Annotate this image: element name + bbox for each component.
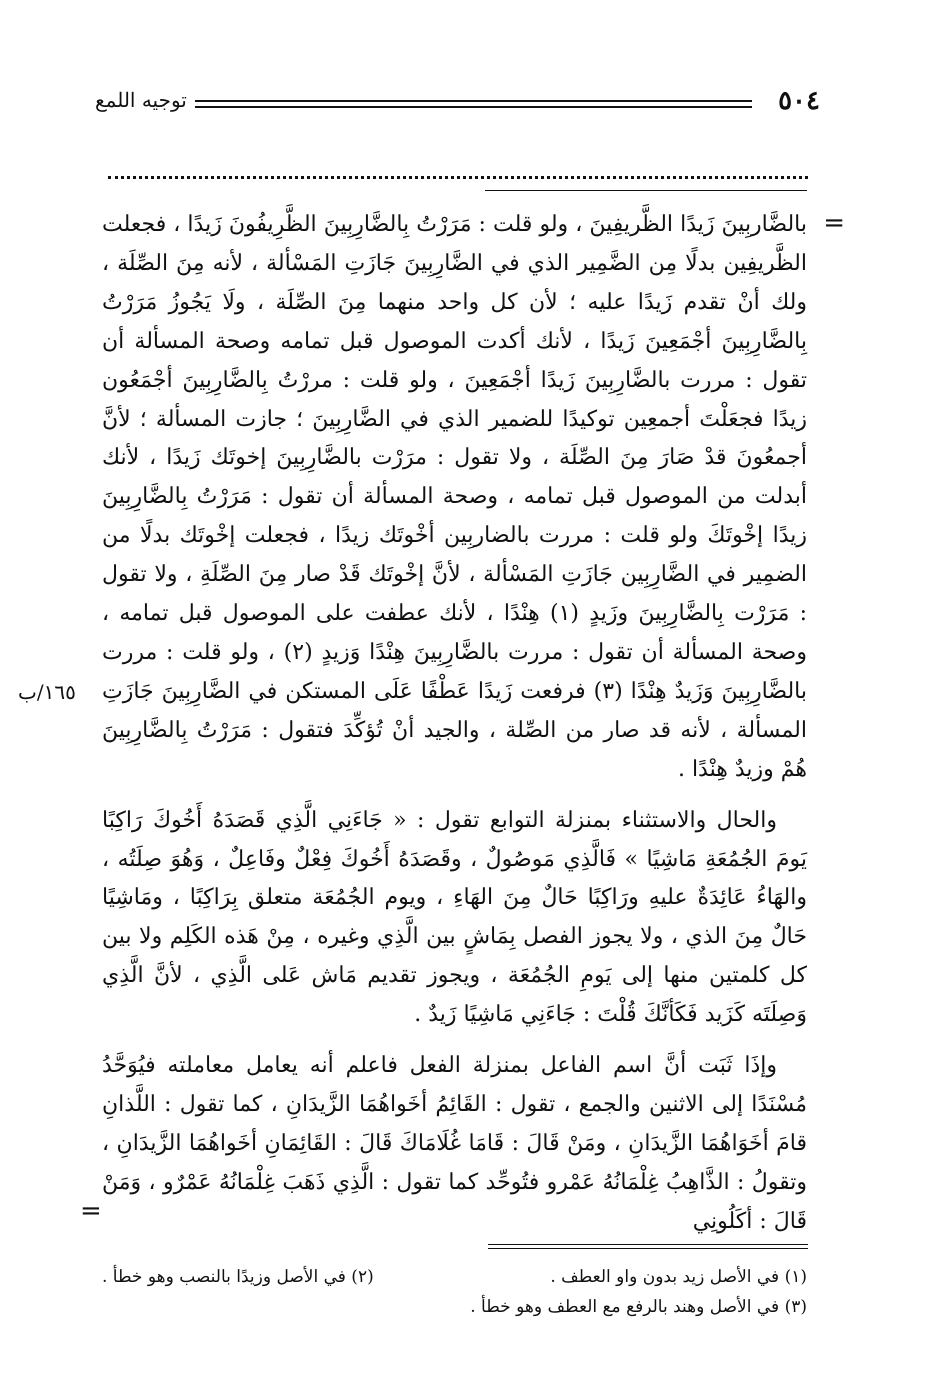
- page-number: ٥٠٤: [778, 86, 820, 116]
- margin-folio-note: ١٦٥/ب: [18, 680, 76, 704]
- book-title: توجيه اللمع: [95, 88, 187, 112]
- paragraph-1: بالضَّاربِينَ زَيدًا الظَّريفِينَ ، ولو قلت : مَرَرْتُ بِالضَّارِبِينَ الظَّرِيفُونَ زَيدًا ، فجعلت الظَّريفِين بدلًا مِن الضَّمِير الذي في الضَّارِبِينَ جَازَتِ المَسْألة ، لأنه مِنَ الصِّلَة ، ولك أنْ تقدم زَيدًا عليه ؛ لأن كل واحد منهما مِنَ الصِّلَة ، ولَا يَجُوزُ مَرَرْتُ بِالضَّارِبِينَ أجْمَعِينَ زَيدًا ، لأنك أكدت الموصول قبل تمامه وصحة المسألة أن تقول : مررت بالضَّارِبِينَ زَيدًا أجْمَعِينَ ، ولو قلت : مررْتُ بِالضَّارِبِينَ أجْمَعُون زيدًا فجعَلْتَ أجمعِين توكيدًا للضمير الذي في الضَّارِبِينَ ؛ جازت المسألة ؛ لأنَّ أجمعُونَ قدْ صَارَ مِنَ الصِّلَة ، ولا تقول : مرَرْت بالضَّارِبِينَ إخوتَك زَيدًا ، لأنك أبدلت من الموصول قبل تمامه ، وصحة المسألة أن تقول : مَرَرْتُ بِالضَّارِبِينَ زيدًا إخْوتَكَ ولو قلت : مررت بالضاربِين أخْوتَك زيدًا ، فجعلت إخْوتَك بدلًا من الضمِير في الضَّارِبِين جَازَتِ المَسْألة ، لأنَّ إخْوتَك قَدْ صار مِنَ الصِّلَةِ ، ولا تقول : مَرَرْت بِالضَّارِبِينَ وزَيدٍ (١) هِنْدًا ، لأنك عطفت على الموصول قبل تمامه ، وصحة المسألة أن تقول : مررت بالضَّارِبِينَ هِنْدًا وَزيدٍ (٢) ، ولو قلت : مررت بالضَّارِبِينَ وَزَيدٌ هِنْدًا (٣) فرفعت زَيدًا عَطْفًا عَلَى المستكن في الضَّارِبِينَ جَازَتِ المسألة ، لأنه قد صار من الصِّلة ، والجيد أنْ تُؤكِّدَ فتقول : مَرَرْتُ بِالضَّارِبِينَ هُمْ وزيدٌ هِنْدًا .: [102, 212, 808, 782]
- dotted-separator: [108, 176, 808, 179]
- separator-rule: [485, 190, 807, 191]
- header-rule: [195, 100, 752, 108]
- paragraph-2: والحال والاستثناء بمنزلة التوابع تقول : « جَاءَنِي الَّذِي قَصَدَهُ أَخُوكَ رَاكِبًا يَومَ الجُمُعَةِ مَاشِيًا » فَالَّذِي مَوصُولٌ ، وقَصَدَهُ أَخُوكَ فِعْلٌ وفَاعِلٌ ، وَهُوَ صِلَتُه ، والهَاءُ عَائِدَةٌ عليهِ ورَاكِبًا حَالٌ مِنَ الهَاءِ ، ويوم الجُمُعَة متعلق بِرَاكِبًا ، ومَاشِيًا حَالٌ مِنَ الذي ، ولا يجوز الفصل بِمَاشٍ بين الَّذِي وغيره ، مِنْ هَذه الكَلِم ولا بين كل كلمتين منها إلى يَومِ الجُمُعَة ، ويجوز تقديم مَاش عَلى الَّذِي ، لأنَّ الَّذِي وَصِلَتَه كَزَيد فَكَأنَّكَ قُلْتَ : جَاءَنِي مَاشِيًا زَيدٌ .: [102, 807, 807, 1028]
- continuation-mark-bottom: =: [80, 1196, 102, 1226]
- paragraph-3: وإذَا ثَبَت أنَّ اسم الفاعل بمنزلة الفعل فاعلم أنه يعامل معاملته فيُوَحَّدُ مُسْنَدًا إلى الاثنين والجمع ، تقول : القَائِمُ أخَواهُمَا الزَّيدَانِ ، كما تقول : اللَّذانِ قامَ أخَوَاهُمَا الزَّيدَانِ ، ومَنْ قَالَ : قَامَا غُلَامَاكَ قَالَ : القَائِمَانِ أخَواهُمَا الزَّيدَانِ ، وتقولُ : الذَّاهِبُ غِلْمَانُهُ عَمْرو فتُوحِّد كما تقول : الَّذِي ذَهَبَ غِلْمَانُهُ عَمْرٌو ، وَمَنْ قَالَ : أكَلُونِي: [102, 1053, 807, 1234]
- footnotes: [102, 1262, 807, 1322]
- running-header: [95, 86, 820, 120]
- footnote-rule: [488, 1244, 808, 1249]
- continuation-mark-top: =: [823, 208, 845, 238]
- footnote-2: (٢) في الأصل وزيدًا بالنصب وهو خطأ .: [102, 1267, 374, 1287]
- footnote-3: (٣) في الأصل وهند بالرفع مع العطف وهو خطأ .: [470, 1297, 807, 1317]
- footnote-1: (١) في الأصل زيد بدون واو العطف .: [550, 1267, 807, 1287]
- main-text: [102, 206, 807, 1242]
